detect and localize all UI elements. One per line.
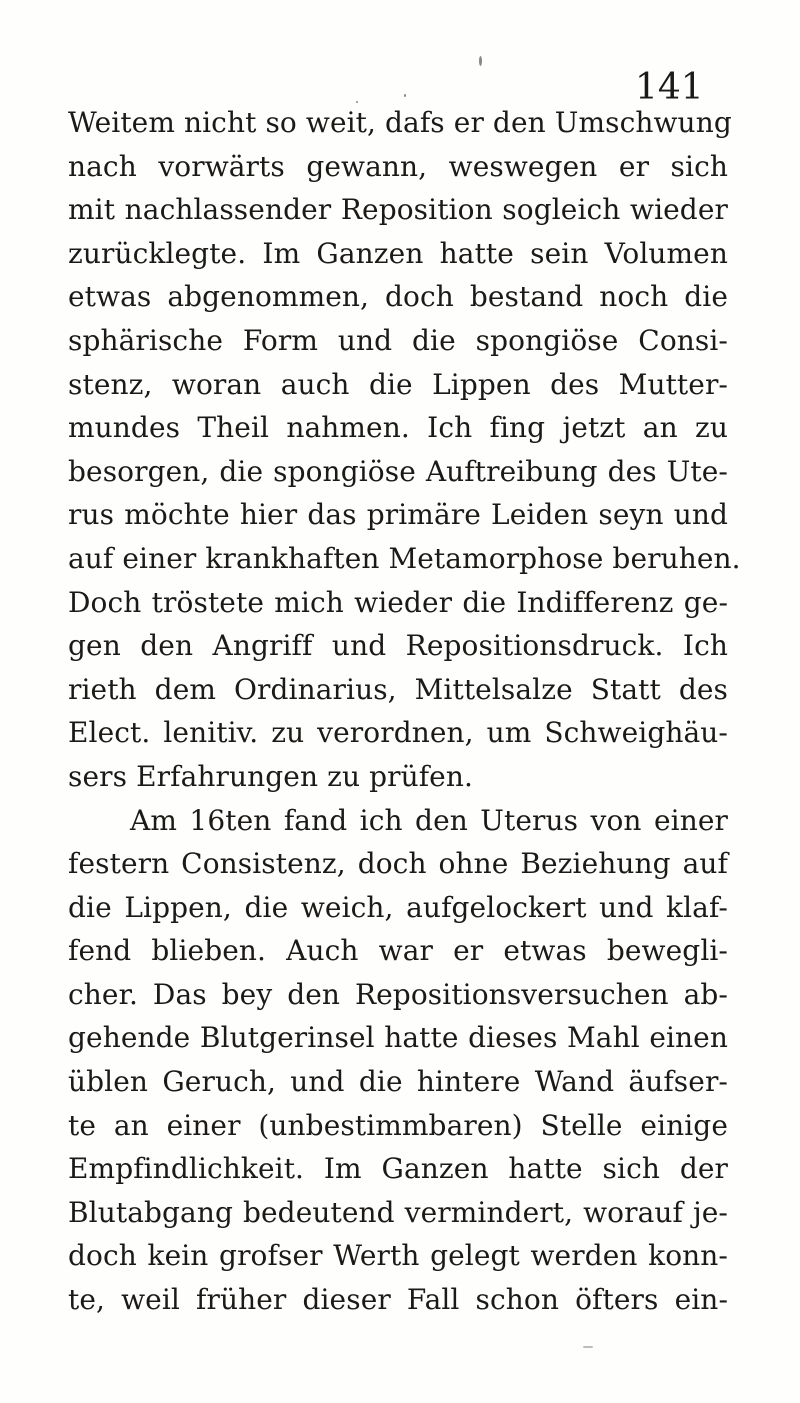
- text-line-28: te, weil früher dieser Fall schon öfters ein-: [68, 1283, 728, 1317]
- text-line-8: mundes Theil nahmen. Ich fing jetzt an zu: [68, 411, 728, 445]
- text-line-20: fend blieben. Auch war er etwas bewegli-: [68, 934, 728, 968]
- text-line-4: zurücklegte. Im Ganzen hatte sein Volumen: [68, 236, 728, 270]
- body-text: [68, 101, 741, 1322]
- text-line-14: rieth dem Ordinarius, Mittelsalze Statt des: [68, 672, 728, 706]
- text-line-11: auf einer krankhaften Metamorphose beruhen.: [68, 541, 741, 575]
- text-line-13: gen den Angriff und Repositionsdruck. Ich: [68, 629, 728, 663]
- text-line-22: gehende Blutgerinsel hatte dieses Mahl einen: [68, 1021, 728, 1055]
- text-line-17: Am 16ten fand ich den Uterus von einer: [130, 803, 728, 837]
- paper-speck: [356, 101, 358, 103]
- text-line-19: die Lippen, die weich, aufgelockert und klaf-: [68, 890, 728, 924]
- text-line-24: te an einer (unbestimmbaren) Stelle einige: [68, 1108, 728, 1142]
- text-line-15: Elect. lenitiv. zu verordnen, um Schweighäu-: [68, 716, 728, 750]
- page-number: 141: [635, 67, 704, 108]
- text-line-7: stenz, woran auch die Lippen des Mutter-: [68, 367, 728, 401]
- text-line-10: rus möchte hier das primäre Leiden seyn und: [68, 498, 728, 532]
- text-line-26: Blutabgang bedeutend vermindert, worauf je-: [68, 1195, 728, 1229]
- paper-speck: [583, 1346, 593, 1348]
- text-line-27: doch kein grofser Werth gelegt werden konn-: [68, 1239, 728, 1273]
- paper-speck: [479, 56, 482, 66]
- text-line-12: Doch tröstete mich wieder die Indifferenz ge-: [68, 585, 728, 619]
- text-line-18: festern Consistenz, doch ohne Beziehung auf: [68, 847, 728, 881]
- text-line-23: üblen Geruch, und die hintere Wand äufser-: [68, 1065, 728, 1099]
- text-line-21: cher. Das bey den Repositionsversuchen ab-: [68, 977, 728, 1011]
- text-line-16: sers Erfahrungen zu prüfen.: [68, 759, 473, 793]
- text-line-25: Empfindlichkeit. Im Ganzen hatte sich der: [68, 1152, 728, 1186]
- text-line-2: nach vorwärts gewann, weswegen er sich: [68, 149, 728, 183]
- text-line-9: besorgen, die spongiöse Auftreibung des Ute-: [68, 454, 728, 488]
- text-line-1: Weitem nicht so weit, dafs er den Umschwung: [68, 106, 732, 139]
- paper-speck: [404, 94, 406, 97]
- text-line-3: mit nachlassender Reposition sogleich wieder: [68, 193, 728, 227]
- text-line-6: sphärische Form und die spongiöse Consi-: [68, 323, 728, 357]
- text-line-5: etwas abgenommen, doch bestand noch die: [68, 280, 728, 314]
